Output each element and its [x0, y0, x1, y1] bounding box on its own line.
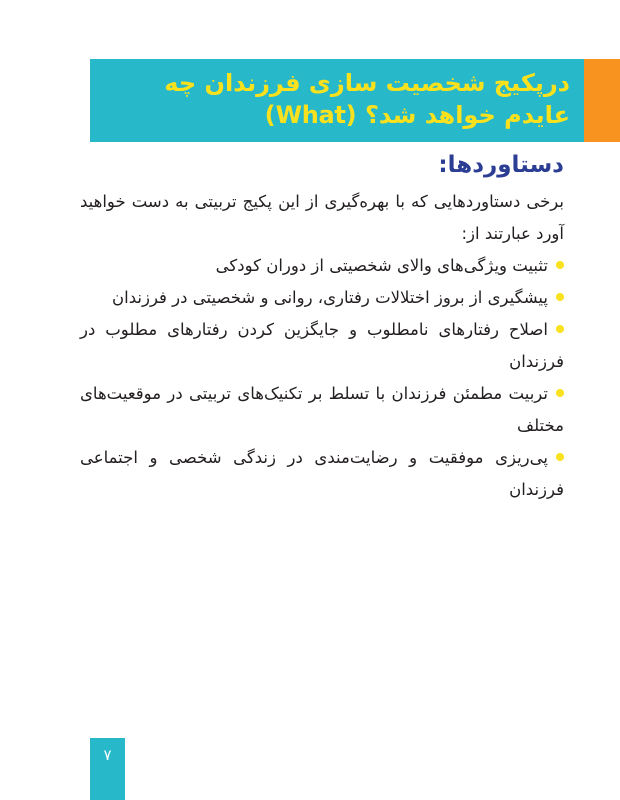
- list-item-text: اصلاح رفتارهای نامطلوب و جایگزین کردن رفتارهای مطلوب در فرزندان: [80, 320, 564, 371]
- list-item-text: پیشگیری از بروز اختلالات رفتاری، روانی و شخصیتی در فرزندان: [112, 288, 548, 307]
- list-item-text: پی‌ریزی موفقیت و رضایت‌مندی در زندگی شخصی و اجتماعی فرزندان: [80, 448, 564, 499]
- list-item: [80, 282, 564, 314]
- list-item: [80, 250, 564, 282]
- achievements-list: [80, 250, 564, 506]
- page-title: درپکیج شخصیت سازی فرزندان چه عایدم خواهد شد؟ (What): [164, 69, 570, 129]
- page-number: ۷: [103, 746, 112, 764]
- title-band: [90, 59, 584, 142]
- section-heading: دستاوردها:: [438, 152, 564, 178]
- page-number-tab: [90, 738, 125, 800]
- intro-paragraph: برخی دستاوردهایی که با بهره‌گیری از این پکیج تربیتی به دست خواهید آورد عبارتند از:: [80, 192, 564, 243]
- body-text: [80, 186, 564, 506]
- list-item-text: تربیت مطمئن فرزندان با تسلط بر تکنیک‌های تربیتی در موقعیت‌های مختلف: [80, 384, 564, 435]
- accent-tab: [584, 59, 620, 142]
- bullet-icon: [556, 261, 564, 269]
- list-item-text: تثبیت ویژگی‌های والای شخصیتی از دوران کودکی: [215, 256, 548, 275]
- bullet-icon: [556, 389, 564, 397]
- list-item: [80, 442, 564, 506]
- list-item: [80, 314, 564, 378]
- list-item: [80, 378, 564, 442]
- bullet-icon: [556, 453, 564, 461]
- bullet-icon: [556, 293, 564, 301]
- bullet-icon: [556, 325, 564, 333]
